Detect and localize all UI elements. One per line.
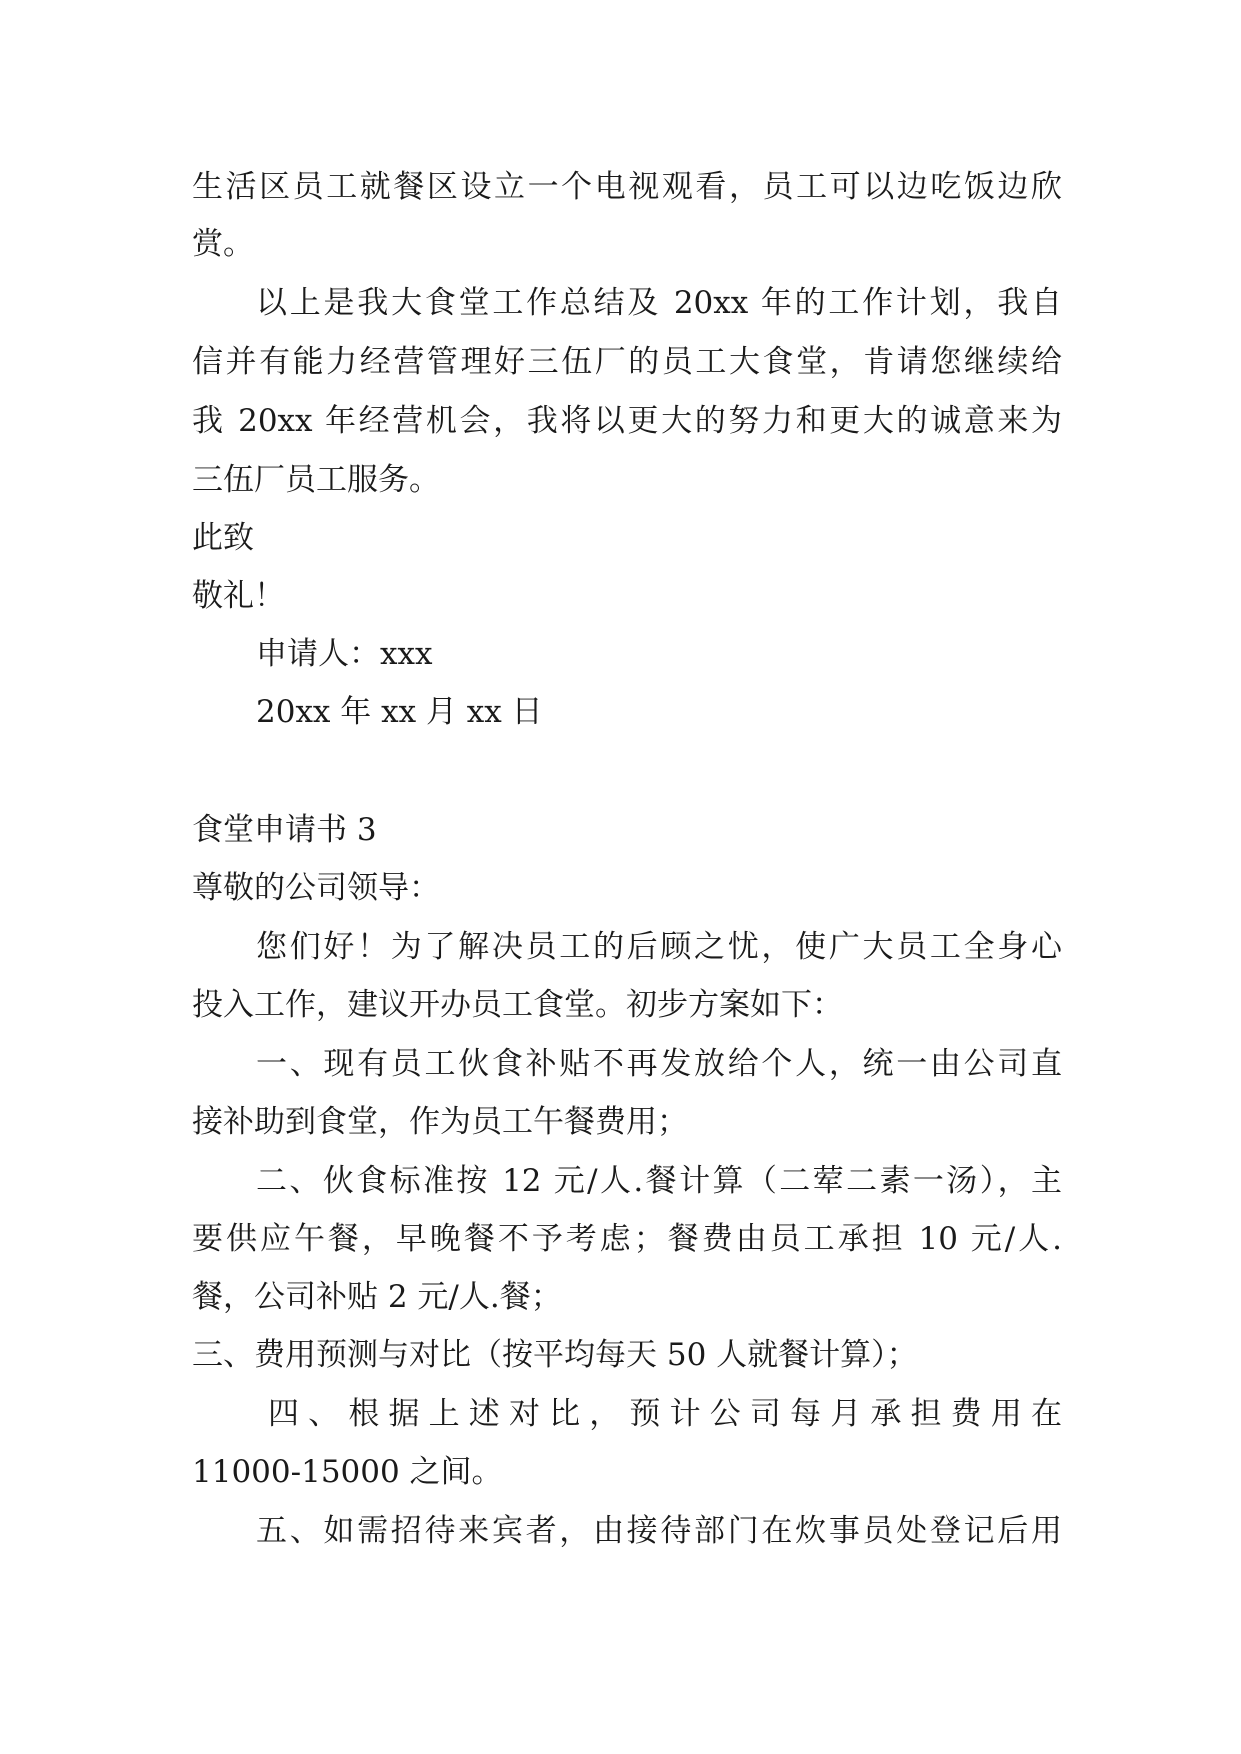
text-line: 我 20xx 年经营机会，我将以更大的努力和更大的诚意来为 xyxy=(192,403,1062,439)
salutation: 尊敬的公司领导： xyxy=(192,870,440,906)
text-line: 三伍厂员工服务。 xyxy=(192,462,440,498)
section-title: 食堂申请书 3 xyxy=(192,812,377,848)
text-line: 信并有能力经营管理好三伍厂的员工大食堂，肯请您继续给 xyxy=(192,344,1062,380)
text-line: 生活区员工就餐区设立一个电视观看，员工可以边吃饭边欣 xyxy=(192,169,1062,205)
text-line: 接补助到食堂，作为员工午餐费用； xyxy=(192,1104,688,1140)
text-line: 以上是我大食堂工作总结及 20xx 年的工作计划，我自 xyxy=(256,285,1062,321)
text-line: 餐，公司补贴 2 元/人.餐； xyxy=(192,1279,562,1315)
signature-date: 20xx 年 xx 月 xx 日 xyxy=(256,694,543,730)
text-line: 11000-15000 之间。 xyxy=(192,1454,503,1490)
text-line: 您们好！为了解决员工的后顾之忧，使广大员工全身心 xyxy=(256,929,1062,965)
text-line: 五、如需招待来宾者，由接待部门在炊事员处登记后用 xyxy=(256,1513,1062,1549)
text-line: 此致 xyxy=(192,520,254,556)
text-line: 投入工作，建议开办员工食堂。初步方案如下： xyxy=(192,987,843,1023)
text-line: 四、根据上述对比，预计公司每月承担费用在 xyxy=(268,1396,1062,1432)
signature-applicant: 申请人：xxx xyxy=(256,636,433,672)
text-line: 要供应午餐，早晚餐不予考虑；餐费由员工承担 10 元/人. xyxy=(192,1221,1062,1257)
text-line: 赏。 xyxy=(192,226,254,262)
text-line: 二、伙食标准按 12 元/人.餐计算（二荤二素一汤），主 xyxy=(256,1163,1062,1199)
text-line: 三、费用预测与对比（按平均每天 50 人就餐计算）； xyxy=(192,1337,918,1373)
text-line: 敬礼！ xyxy=(192,578,285,614)
text-line: 一、现有员工伙食补贴不再发放给个人，统一由公司直 xyxy=(256,1046,1062,1082)
